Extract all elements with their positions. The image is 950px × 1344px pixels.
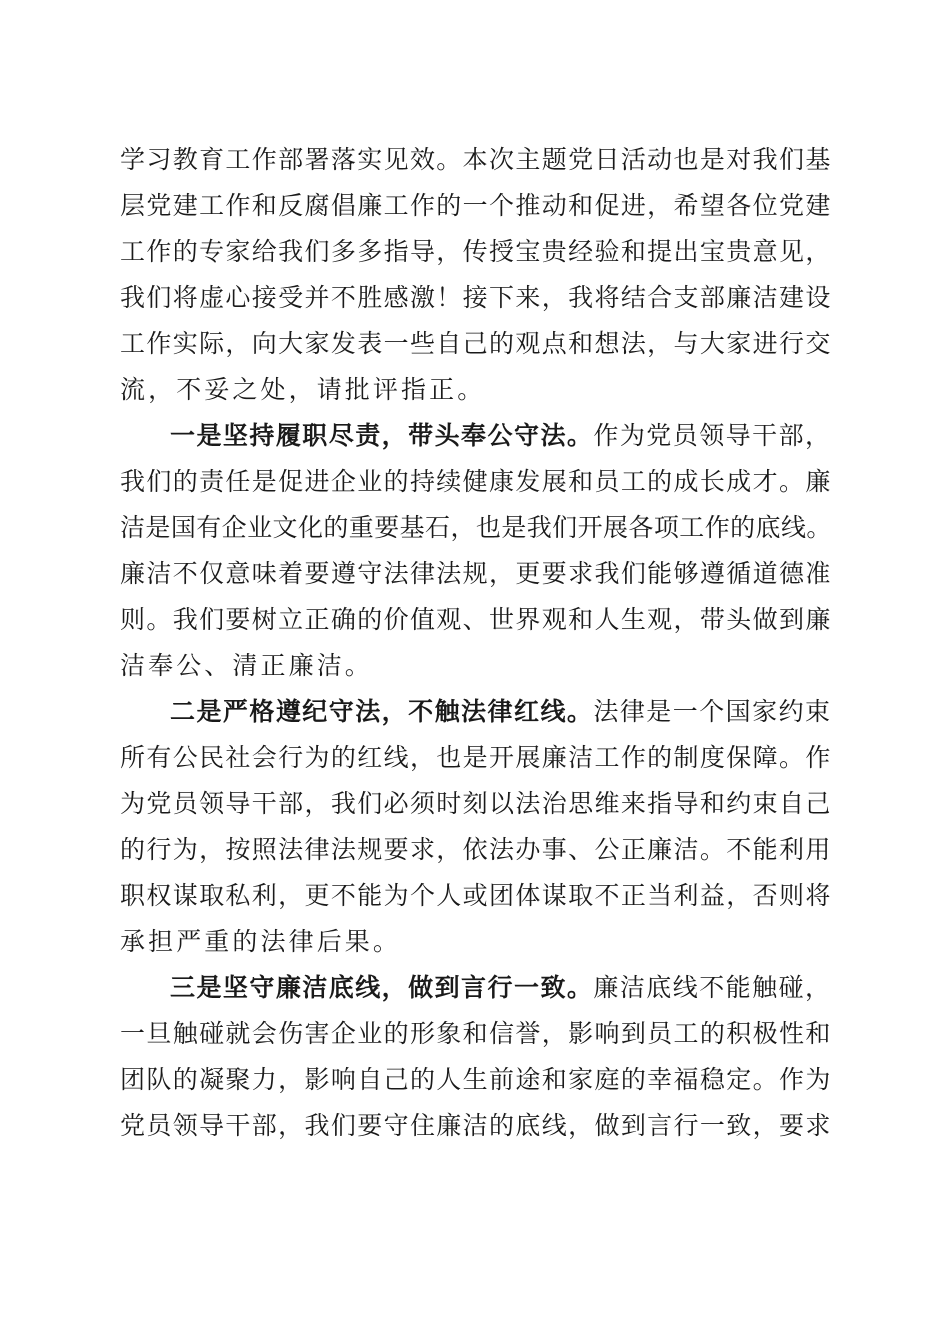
paragraph-3-line-2: 所有公民社会行为的红线，也是开展廉洁工作的制度保障。作 (120, 743, 832, 772)
paragraph-3-line-4: 的行为，按照法律法规要求，依法办事、公正廉洁。不能利用 (120, 835, 832, 864)
paragraph-2-line-6: 洁奉公、清正廉洁。 (120, 651, 373, 680)
paragraph-3-first-line (170, 692, 832, 732)
paragraph-2-first-line (170, 416, 832, 456)
paragraph-4-first-line-rest: 廉洁底线不能触碰， (593, 973, 832, 1002)
paragraph-4-first-line (170, 968, 832, 1008)
paragraph-1-line-2: 层党建工作和反腐倡廉工作的一个推动和促进，希望各位党建 (120, 191, 832, 220)
paragraph-2-first-line-rest: 作为党员领导干部， (593, 421, 832, 450)
paragraph-4-line-3: 团队的凝聚力，影响自己的人生前途和家庭的幸福稳定。作为 (120, 1065, 832, 1094)
paragraph-3-line-5: 职权谋取私利，更不能为个人或团体谋取不正当利益，否则将 (120, 881, 832, 910)
paragraph-2-line-3: 洁是国有企业文化的重要基石，也是我们开展各项工作的底线。 (120, 513, 832, 542)
paragraph-2-heading: 一是坚持履职尽责，带头奉公守法。 (170, 421, 594, 450)
paragraph-3-line-6: 承担严重的法律后果。 (120, 927, 402, 956)
paragraph-2-line-2: 我们的责任是促进企业的持续健康发展和员工的成长成才。廉 (120, 467, 832, 496)
paragraph-4-line-2: 一旦触碰就会伤害企业的形象和信誉，影响到员工的积极性和 (120, 1019, 832, 1048)
paragraph-3-line-3: 为党员领导干部，我们必须时刻以法治思维来指导和约束自己 (120, 789, 832, 818)
paragraph-4-heading: 三是坚守廉洁底线，做到言行一致。 (170, 973, 594, 1002)
paragraph-1-line-3: 工作的专家给我们多多指导，传授宝贵经验和提出宝贵意见， (120, 237, 832, 266)
paragraph-2-line-4: 廉洁不仅意味着要遵守法律法规，更要求我们能够遵循道德准 (120, 559, 832, 588)
paragraph-1-line-1: 学习教育工作部署落实见效。本次主题党日活动也是对我们基 (120, 145, 832, 174)
paragraph-1-line-6: 流，不妥之处，请批评指正。 (120, 375, 486, 404)
paragraph-3-first-line-rest: 法律是一个国家约束 (593, 697, 832, 726)
paragraph-4-line-4: 党员领导干部，我们要守住廉洁的底线，做到言行一致，要求 (120, 1111, 832, 1140)
paragraph-3-heading: 二是严格遵纪守法，不触法律红线。 (170, 697, 594, 726)
paragraph-1-line-5: 工作实际，向大家发表一些自己的观点和想法，与大家进行交 (120, 329, 832, 358)
paragraph-1-line-4: 我们将虚心接受并不胜感激！接下来，我将结合支部廉洁建设 (120, 283, 832, 312)
paragraph-2-line-5: 则。我们要树立正确的价值观、世界观和人生观，带头做到廉 (120, 605, 832, 634)
